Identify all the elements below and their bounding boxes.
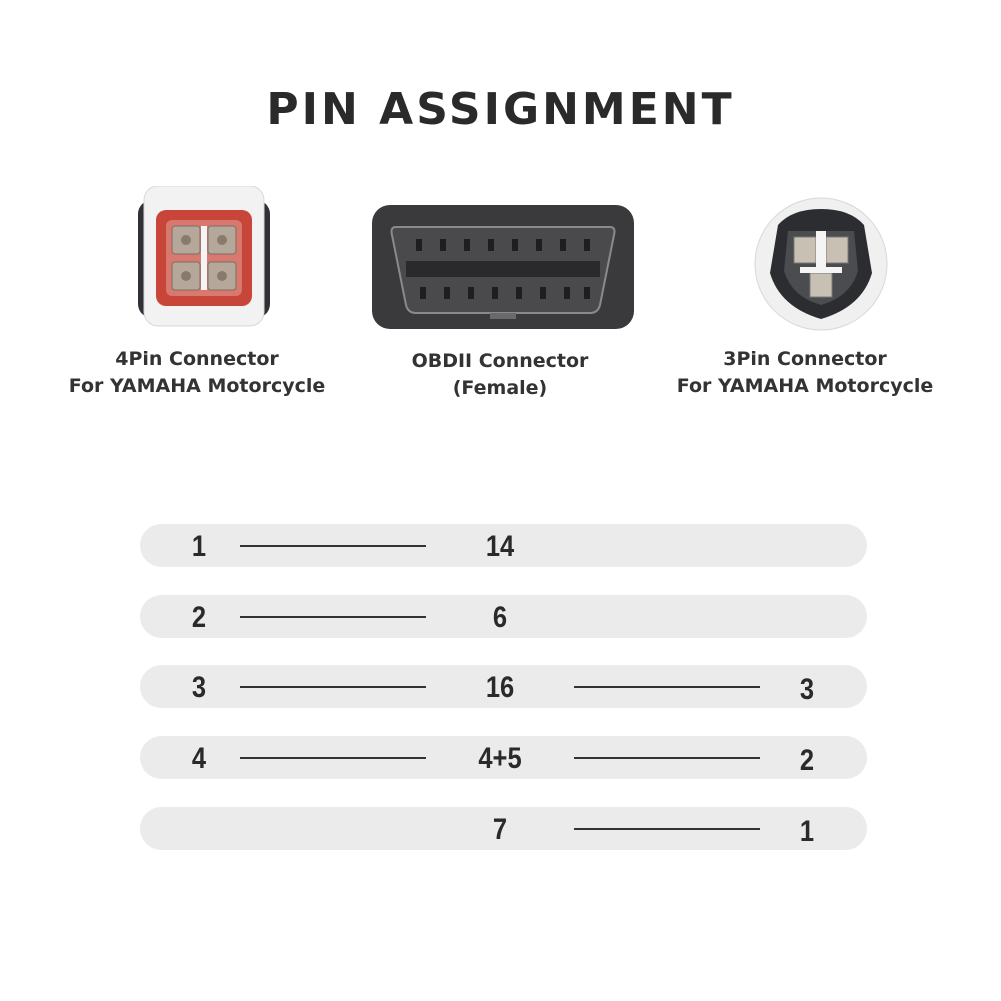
three-pin-number: 1	[799, 815, 815, 848]
obd-pin-number: 4+5	[478, 742, 522, 775]
four-pin-number: 4	[191, 742, 207, 775]
wire-line	[574, 828, 760, 830]
wire-line	[574, 757, 760, 759]
four-pin-number: 3	[191, 671, 207, 704]
pin-row	[140, 595, 867, 638]
pin-row	[140, 736, 867, 779]
wire-line	[240, 616, 426, 618]
wire-line	[240, 545, 426, 547]
page-title: PIN ASSIGNMENT	[266, 84, 735, 135]
three-pin-number: 3	[799, 673, 815, 706]
caption-line: 3Pin Connector	[723, 348, 887, 370]
four-pin-number: 2	[191, 601, 207, 634]
obd-pin-number: 14	[485, 530, 515, 563]
caption-line: 4Pin Connector	[115, 348, 279, 370]
caption-line: For YAMAHA Motorcycle	[68, 375, 326, 397]
wire-line	[240, 757, 426, 759]
obd-pin-number: 16	[485, 671, 515, 704]
pin-row	[140, 807, 867, 850]
caption-line: (Female)	[452, 377, 548, 399]
pin-row	[140, 524, 867, 567]
obd-pin-number: 6	[492, 601, 508, 634]
three-pin-number: 2	[799, 744, 815, 777]
caption-line: OBDII Connector	[411, 350, 589, 372]
wire-line	[240, 686, 426, 688]
obd-connector-image	[372, 205, 634, 329]
four-pin-caption	[58, 346, 336, 400]
four-pin-number: 1	[191, 530, 207, 563]
three-pin-connector-image	[752, 195, 890, 333]
obd-pin-number: 7	[492, 813, 508, 846]
three-pin-caption	[664, 346, 946, 400]
pin-row	[140, 665, 867, 708]
caption-line: For YAMAHA Motorcycle	[676, 375, 934, 397]
obd-caption	[380, 348, 620, 402]
wire-line	[574, 686, 760, 688]
four-pin-connector-image	[138, 186, 270, 328]
